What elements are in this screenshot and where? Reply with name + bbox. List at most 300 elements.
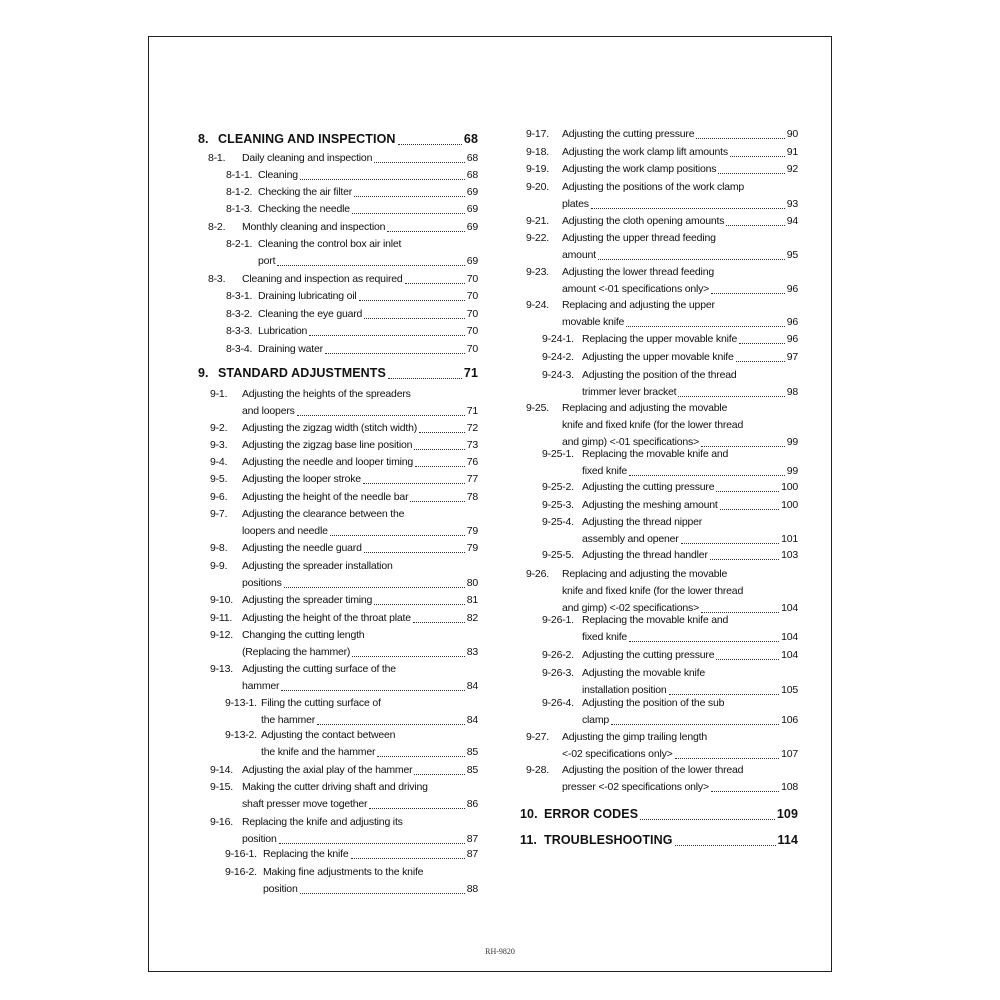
dot-leader — [736, 361, 785, 362]
toc-entry-number: 9-24-3. — [542, 369, 574, 381]
toc-page-number: 76 — [466, 456, 478, 468]
toc-entry-number: 9-25-5. — [542, 549, 574, 561]
toc-entry-title: Changing the cutting length — [242, 629, 365, 641]
dot-leader — [359, 300, 465, 301]
toc-entry-title: Replacing and adjusting the movable — [562, 568, 728, 580]
dot-leader — [364, 552, 465, 553]
dot-leader — [300, 893, 465, 894]
dot-leader — [413, 622, 465, 623]
toc-page-number: 108 — [781, 781, 798, 793]
dot-leader — [369, 808, 464, 809]
toc-entry-title: Adjusting the work clamp positions — [562, 163, 717, 175]
dot-leader — [388, 378, 462, 379]
toc-entry-number: 9-8. — [210, 542, 228, 554]
dot-leader — [330, 535, 465, 536]
toc-entry-title: STANDARD ADJUSTMENTS — [218, 366, 386, 380]
dot-leader — [352, 656, 464, 657]
dot-leader — [277, 265, 464, 266]
toc-entry-title: Adjusting the spreader installation — [242, 560, 393, 572]
dot-leader — [626, 326, 785, 327]
dot-leader — [398, 144, 462, 145]
toc-entry — [526, 161, 798, 178]
toc-entry — [210, 610, 478, 627]
toc-entry-number: 9-17. — [526, 128, 549, 140]
toc-section-heading — [520, 804, 798, 824]
toc-entry-number: 9-11. — [210, 612, 233, 624]
dot-leader — [711, 293, 785, 294]
toc-entry — [542, 695, 798, 729]
toc-entry — [542, 479, 798, 496]
toc-page-number: 114 — [777, 833, 798, 847]
toc-page-number: 103 — [781, 549, 798, 561]
toc-entry — [526, 762, 798, 796]
toc-page-number: 79 — [466, 525, 478, 537]
toc-entry — [210, 454, 478, 471]
toc-entry-title: Adjusting the work clamp lift amounts — [562, 146, 728, 158]
toc-entry — [542, 331, 798, 348]
toc-entry-title: the knife and the hammer — [261, 746, 376, 758]
dot-leader — [351, 858, 465, 859]
dot-leader — [415, 466, 465, 467]
toc-entry-title: Adjusting the clearance between the — [242, 508, 405, 520]
toc-entry-number: 9-16. — [210, 816, 233, 828]
toc-entry — [526, 400, 798, 451]
toc-entry — [542, 349, 798, 366]
toc-page-number: 71 — [463, 366, 478, 380]
toc-entry — [210, 814, 478, 848]
toc-page-number: 70 — [466, 290, 478, 302]
dot-leader — [598, 259, 785, 260]
toc-entry-title: TROUBLESHOOTING — [544, 833, 673, 847]
toc-entry-number: 9-13. — [210, 663, 233, 675]
toc-entry-title: Checking the air filter — [258, 186, 353, 198]
toc-entry — [226, 184, 478, 201]
toc-page-number: 101 — [781, 533, 798, 545]
toc-page-number: 88 — [466, 883, 478, 895]
toc-entry-number: 9-6. — [210, 491, 228, 503]
toc-entry — [542, 446, 798, 480]
toc-page-number: 99 — [786, 436, 798, 448]
toc-entry-title: Adjusting the axial play of the hammer — [242, 764, 413, 776]
toc-entry-title: the hammer — [261, 714, 316, 726]
toc-page-number: 85 — [466, 764, 478, 776]
dot-leader — [675, 845, 776, 846]
toc-entry — [225, 846, 478, 863]
toc-entry-title: Monthly cleaning and inspection — [242, 221, 386, 233]
toc-section-heading — [198, 129, 478, 149]
toc-entry-title: fixed knife — [582, 465, 628, 477]
toc-entry-number: 9-24-2. — [542, 351, 574, 363]
toc-page-number: 92 — [786, 163, 798, 175]
toc-entry-title: movable knife — [562, 316, 625, 328]
toc-entry-title: Adjusting the zigzag base line position — [242, 439, 413, 451]
dot-leader — [387, 231, 464, 232]
toc-entry-number: 9-21. — [526, 215, 549, 227]
toc-entry-title: CLEANING AND INSPECTION — [218, 132, 396, 146]
toc-entry-title: Adjusting the needle and looper timing — [242, 456, 414, 468]
toc-entry-number: 9-9. — [210, 560, 228, 572]
toc-page-number: 69 — [466, 221, 478, 233]
toc-entry-number: 8-3. — [208, 273, 226, 285]
toc-entry-title: Replacing the upper movable knife — [582, 333, 738, 345]
toc-entry — [226, 201, 478, 218]
dot-leader — [405, 283, 465, 284]
toc-entry-number: 9-25. — [526, 402, 549, 414]
toc-entry-title: Adjusting the cutting pressure — [582, 481, 715, 493]
toc-entry-title: Adjusting the gimp trailing length — [562, 731, 707, 743]
toc-page-number: 96 — [786, 283, 798, 295]
toc-entry-number: 11. — [520, 833, 537, 847]
toc-entry-number: 9-23. — [526, 266, 549, 278]
toc-entry-title: position — [263, 883, 298, 895]
toc-entry-title: Adjusting the cloth opening amounts — [562, 215, 725, 227]
toc-entry-title: Replacing the movable knife and — [582, 448, 729, 460]
toc-entry-title: assembly and opener — [582, 533, 679, 545]
dot-leader — [640, 819, 775, 820]
toc-entry — [542, 665, 798, 699]
dot-leader — [629, 641, 779, 642]
toc-entry — [526, 144, 798, 161]
toc-entry — [210, 437, 478, 454]
dot-leader — [281, 690, 464, 691]
toc-entry — [526, 566, 798, 617]
toc-entry-number: 8-3-2. — [226, 308, 253, 320]
dot-leader — [325, 353, 465, 354]
dot-leader — [279, 843, 465, 844]
toc-entry-title: trimmer lever bracket — [582, 386, 677, 398]
toc-entry — [542, 497, 798, 514]
toc-entry-number: 9-25-3. — [542, 499, 574, 511]
toc-entry-number: 9-10. — [210, 594, 233, 606]
toc-entry-title: Cleaning — [258, 169, 298, 181]
toc-entry — [226, 341, 478, 358]
toc-entry — [526, 126, 798, 143]
toc-entry-title: Adjusting the looper stroke — [242, 473, 361, 485]
toc-entry-number: 9-27. — [526, 731, 549, 743]
toc-entry-title: Replacing and adjusting the movable — [562, 402, 728, 414]
toc-page-number: 83 — [466, 646, 478, 658]
toc-entry-number: 9-22. — [526, 232, 549, 244]
toc-entry-number: 9-26-3. — [542, 667, 574, 679]
toc-entry-number: 9-14. — [210, 764, 233, 776]
toc-entry-number: 9-7. — [210, 508, 228, 520]
dot-leader — [716, 659, 779, 660]
toc-page-number: 106 — [781, 714, 798, 726]
toc-entry-title: Adjusting the contact between — [261, 729, 396, 741]
toc-entry-title: Adjusting the meshing amount — [582, 499, 718, 511]
toc-section-heading — [520, 830, 798, 850]
dot-leader — [678, 396, 784, 397]
toc-entry-title: presser <-02 specifications only> — [562, 781, 709, 793]
toc-entry-number: 9-12. — [210, 629, 233, 641]
toc-entry-number: 8-1-2. — [226, 186, 253, 198]
toc-entry-title: (Replacing the hammer) — [242, 646, 351, 658]
dot-leader — [681, 543, 779, 544]
toc-entry-title: Replacing the movable knife and — [582, 614, 729, 626]
toc-entry-number: 8-3-4. — [226, 343, 253, 355]
toc-entry — [526, 230, 798, 264]
toc-page-number: 70 — [466, 273, 478, 285]
dot-leader — [309, 335, 465, 336]
toc-entry-title: Adjusting the position of the thread — [582, 369, 737, 381]
toc-entry-number: 9-26-1. — [542, 614, 574, 626]
toc-page-number: 105 — [781, 684, 798, 696]
toc-entry-number: 8-1-1. — [226, 169, 253, 181]
toc-entry — [526, 213, 798, 230]
toc-page-number: 70 — [466, 308, 478, 320]
toc-entry-title: fixed knife — [582, 631, 628, 643]
toc-entry-number: 9-26-4. — [542, 697, 574, 709]
toc-entry-title: Adjusting the lower thread feeding — [562, 266, 714, 278]
toc-entry-number: 8-1-3. — [226, 203, 253, 215]
toc-page-number: 84 — [466, 680, 478, 692]
toc-page-number: 98 — [786, 386, 798, 398]
toc-entry — [542, 367, 798, 401]
toc-page-number: 93 — [786, 198, 798, 210]
toc-page-number: 82 — [466, 612, 478, 624]
dot-leader — [297, 415, 465, 416]
toc-page-number: 104 — [781, 649, 798, 661]
toc-page-number: 91 — [786, 146, 798, 158]
toc-page-number: 68 — [463, 132, 478, 146]
toc-entry-title: amount <-01 specifications only> — [562, 283, 710, 295]
toc-entry-title: Adjusting the movable knife — [582, 667, 706, 679]
toc-page-number: 96 — [786, 333, 798, 345]
toc-entry-number: 9-24-1. — [542, 333, 574, 345]
toc-entry-title: knife and fixed knife (for the lower thread — [562, 585, 744, 597]
toc-entry-number: 8-2-1. — [226, 238, 253, 250]
dot-leader — [363, 483, 465, 484]
toc-entry — [208, 271, 478, 288]
toc-entry — [208, 150, 478, 167]
toc-entry-title: and gimp) <-01 specifications> — [562, 436, 699, 448]
toc-page-number: 97 — [786, 351, 798, 363]
toc-entry — [225, 864, 478, 898]
toc-entry-number: 9-19. — [526, 163, 549, 175]
toc-entry-title: Replacing the knife — [263, 848, 349, 860]
toc-entry-title: Replacing the knife and adjusting its — [242, 816, 403, 828]
toc-page-number: 81 — [466, 594, 478, 606]
toc-entry — [226, 236, 478, 270]
toc-entry-title: Adjusting the positions of the work clamp — [562, 181, 745, 193]
dot-leader — [364, 318, 465, 319]
toc-section-heading — [198, 363, 478, 383]
toc-entry-title: Draining water — [258, 343, 323, 355]
toc-page-number: 104 — [781, 631, 798, 643]
toc-entry — [226, 167, 478, 184]
toc-page-number: 79 — [466, 542, 478, 554]
toc-entry-number: 9-1. — [210, 388, 228, 400]
toc-entry-number: 9-28. — [526, 764, 549, 776]
toc-entry-title: <-02 specifications only> — [562, 748, 673, 760]
toc-entry — [210, 558, 478, 592]
toc-entry — [542, 514, 798, 548]
toc-entry — [210, 420, 478, 437]
dot-leader — [354, 196, 465, 197]
toc-entry-title: and gimp) <-02 specifications> — [562, 602, 699, 614]
toc-entry-number: 9-25-1. — [542, 448, 574, 460]
dot-leader — [629, 475, 785, 476]
toc-entry — [210, 779, 478, 813]
toc-entry — [225, 727, 478, 761]
toc-entry-title: Cleaning the eye guard — [258, 308, 363, 320]
dot-leader — [410, 501, 464, 502]
toc-entry — [526, 729, 798, 763]
toc-entry-number: 9-4. — [210, 456, 228, 468]
dot-leader — [284, 587, 465, 588]
toc-page-number: 109 — [776, 807, 798, 821]
dot-leader — [696, 138, 784, 139]
toc-entry-number: 9-18. — [526, 146, 549, 158]
toc-entry-title: Making the cutter driving shaft and driving — [242, 781, 428, 793]
dot-leader — [300, 179, 465, 180]
dot-leader — [675, 758, 780, 759]
toc-entry — [542, 612, 798, 646]
toc-entry-title: Filing the cutting surface of — [261, 697, 381, 709]
toc-entry-title: Adjusting the thread nipper — [582, 516, 703, 528]
toc-entry-title: hammer — [242, 680, 280, 692]
toc-entry — [210, 592, 478, 609]
toc-page-number: 80 — [466, 577, 478, 589]
toc-entry — [542, 547, 798, 564]
toc-entry-number: 8-2. — [208, 221, 226, 233]
toc-entry-number: 9-24. — [526, 299, 549, 311]
toc-page-number: 70 — [466, 325, 478, 337]
toc-page-number: 94 — [786, 215, 798, 227]
toc-page-number: 84 — [466, 714, 478, 726]
toc-entry-number: 9-26. — [526, 568, 549, 580]
toc-entry-number: 9-13-2. — [225, 729, 257, 741]
toc-entry-number: 9-25-4. — [542, 516, 574, 528]
toc-entry-title: Checking the needle — [258, 203, 350, 215]
toc-entry — [526, 297, 798, 331]
toc-page-number: 70 — [466, 343, 478, 355]
toc-entry — [210, 762, 478, 779]
toc-entry — [210, 540, 478, 557]
dot-leader — [718, 173, 784, 174]
page-footer-model: RH-9820 — [485, 947, 515, 956]
toc-page-number: 90 — [786, 128, 798, 140]
toc-entry — [210, 627, 478, 661]
toc-entry-number: 9. — [198, 366, 209, 380]
toc-entry-number: 9-25-2. — [542, 481, 574, 493]
toc-entry-number: 9-13-1. — [225, 697, 257, 709]
dot-leader — [352, 213, 465, 214]
toc-page-number: 69 — [466, 186, 478, 198]
dot-leader — [317, 724, 465, 725]
toc-page-number: 68 — [466, 152, 478, 164]
toc-entry-title: Adjusting the zigzag width (stitch width) — [242, 422, 418, 434]
toc-page-number: 104 — [781, 602, 798, 614]
toc-entry-title: Making fine adjustments to the knife — [263, 866, 424, 878]
dot-leader — [711, 791, 779, 792]
dot-leader — [591, 208, 785, 209]
toc-entry-title: Adjusting the position of the lower thread — [562, 764, 744, 776]
dot-leader — [739, 343, 785, 344]
toc-page-number: 78 — [466, 491, 478, 503]
dot-leader — [414, 449, 464, 450]
dot-leader — [419, 432, 465, 433]
toc-page-number: 99 — [786, 465, 798, 477]
toc-entry-title: Draining lubricating oil — [258, 290, 357, 302]
toc-entry-number: 8-1. — [208, 152, 226, 164]
dot-leader — [710, 559, 779, 560]
toc-page-number: 86 — [466, 798, 478, 810]
toc-entry-number: 9-26-2. — [542, 649, 574, 661]
toc-entry-title: Adjusting the upper thread feeding — [562, 232, 716, 244]
toc-entry — [210, 489, 478, 506]
toc-entry-number: 9-20. — [526, 181, 549, 193]
toc-entry-title: Cleaning the control box air inlet — [258, 238, 402, 250]
toc-entry-title: plates — [562, 198, 589, 210]
toc-page-number: 73 — [466, 439, 478, 451]
toc-entry-title: Adjusting the heights of the spreaders — [242, 388, 411, 400]
toc-entry-title: loopers and needle — [242, 525, 328, 537]
toc-entry-title: ERROR CODES — [544, 807, 639, 821]
dot-leader — [720, 509, 779, 510]
toc-entry-title: Adjusting the height of the throat plate — [242, 612, 411, 624]
toc-page-number: 87 — [466, 848, 478, 860]
toc-entry — [208, 219, 478, 236]
toc-entry-number: 9-16-1. — [225, 848, 257, 860]
toc-entry-title: Adjusting the position of the sub — [582, 697, 725, 709]
toc-entry-title: Replacing and adjusting the upper — [562, 299, 715, 311]
toc-entry-title: Daily cleaning and inspection — [242, 152, 373, 164]
toc-page-number: 85 — [466, 746, 478, 758]
toc-entry — [210, 506, 478, 540]
dot-leader — [730, 156, 785, 157]
toc-entry — [526, 179, 798, 213]
toc-entry-number: 9-2. — [210, 422, 228, 434]
toc-page-number: 96 — [786, 316, 798, 328]
toc-page-number: 68 — [466, 169, 478, 181]
toc-entry-number: 9-5. — [210, 473, 228, 485]
toc-entry-title: Adjusting the spreader timing — [242, 594, 373, 606]
toc-entry-title: Adjusting the thread handler — [582, 549, 708, 561]
toc-entry-title: Cleaning and inspection as required — [242, 273, 403, 285]
toc-page-number: 95 — [786, 249, 798, 261]
toc-entry-title: position — [242, 833, 277, 845]
toc-entry-number: 9-15. — [210, 781, 233, 793]
toc-entry-title: Adjusting the upper movable knife — [582, 351, 734, 363]
toc-entry — [225, 695, 478, 729]
toc-entry — [226, 323, 478, 340]
toc-entry-title: Adjusting the needle guard — [242, 542, 362, 554]
toc-entry-number: 10. — [520, 807, 538, 821]
toc-page-number: 100 — [781, 481, 798, 493]
toc-entry-title: amount — [562, 249, 596, 261]
toc-entry — [226, 306, 478, 323]
toc-entry-title: Adjusting the height of the needle bar — [242, 491, 409, 503]
toc-entry — [226, 288, 478, 305]
toc-entry-title: positions — [242, 577, 282, 589]
toc-page-number: 71 — [466, 405, 478, 417]
toc-page-number: 107 — [781, 748, 798, 760]
toc-page-number: 69 — [466, 255, 478, 267]
toc-entry-title: Lubrication — [258, 325, 308, 337]
toc-page-number: 69 — [466, 203, 478, 215]
dot-leader — [611, 724, 779, 725]
toc-entry — [210, 661, 478, 695]
toc-entry-number: 8. — [198, 132, 209, 146]
dot-leader — [374, 604, 465, 605]
toc-entry — [526, 264, 798, 298]
toc-entry-title: Adjusting the cutting pressure — [562, 128, 695, 140]
toc-entry-title: Adjusting the cutting pressure — [582, 649, 715, 661]
toc-entry-number: 8-3-3. — [226, 325, 253, 337]
toc-page-number: 87 — [466, 833, 478, 845]
toc-entry-title: clamp — [582, 714, 610, 726]
